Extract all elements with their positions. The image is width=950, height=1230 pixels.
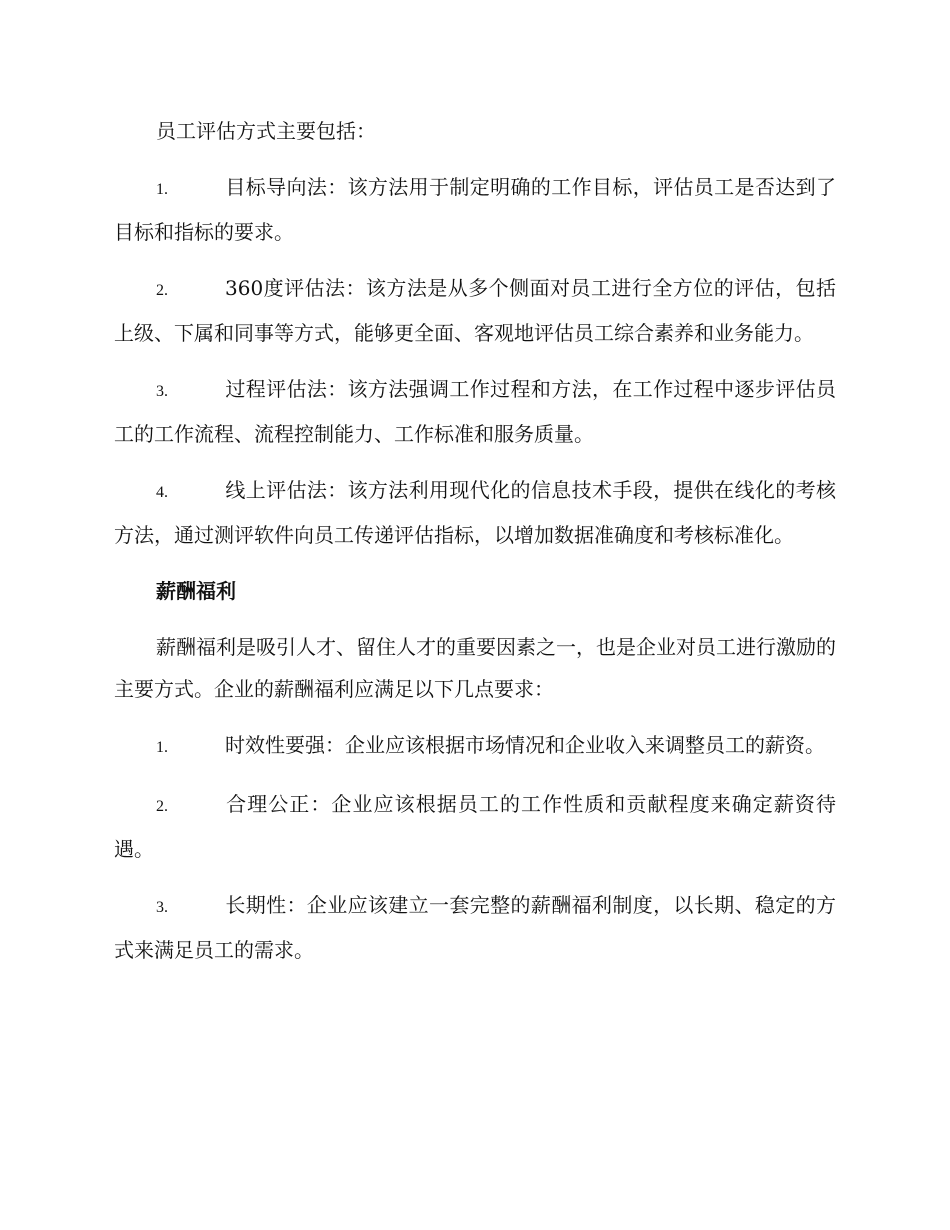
list-number: 3. <box>156 383 168 400</box>
evaluation-item-2 <box>114 267 836 354</box>
list-number: 2. <box>156 798 168 815</box>
compensation-item-1 <box>114 724 836 769</box>
list-number: 2. <box>156 282 168 299</box>
list-number: 1. <box>156 181 168 198</box>
list-item-text: 时效性要强：企业应该根据市场情况和企业收入来调整员工的薪资。 <box>225 733 825 757</box>
evaluation-item-4 <box>114 469 836 556</box>
list-item-text: 360度评估法：该方法是从多个侧面对员工进行全方位的评估，包括上级、下属和同事等方式，能够更全面、客观地评估员工综合素养和业务能力。 <box>114 276 836 345</box>
evaluation-intro: 员工评估方式主要包括： <box>156 119 376 143</box>
list-item-text: 合理公正：企业应该根据员工的工作性质和贡献程度来确定薪资待遇。 <box>114 792 836 861</box>
list-item-text: 过程评估法：该方法强调工作过程和方法，在工作过程中逐步评估员工的工作流程、流程控制能力、工作标准和服务质量。 <box>114 377 836 446</box>
section-heading-compensation: 薪酬福利 <box>156 579 236 603</box>
compensation-intro: 薪酬福利是吸引人才、留住人才的重要因素之一，也是企业对员工进行激励的主要方式。企业的薪酬福利应满足以下几点要求： <box>114 635 836 701</box>
list-number: 3. <box>156 899 168 916</box>
evaluation-item-1 <box>114 166 836 253</box>
list-item-text: 目标导向法：该方法用于制定明确的工作目标，评估员工是否达到了目标和指标的要求。 <box>114 175 836 244</box>
evaluation-item-3 <box>114 368 836 455</box>
list-number: 1. <box>156 739 168 756</box>
list-item-text: 长期性：企业应该建立一套完整的薪酬福利制度，以长期、稳定的方式来满足员工的需求。 <box>114 893 836 962</box>
list-number: 4. <box>156 484 168 501</box>
list-item-text: 线上评估法：该方法利用现代化的信息技术手段，提供在线化的考核方法，通过测评软件向员工传递评估指标，以增加数据准确度和考核标准化。 <box>114 478 836 547</box>
compensation-item-2 <box>114 783 836 870</box>
compensation-item-3 <box>114 884 836 971</box>
